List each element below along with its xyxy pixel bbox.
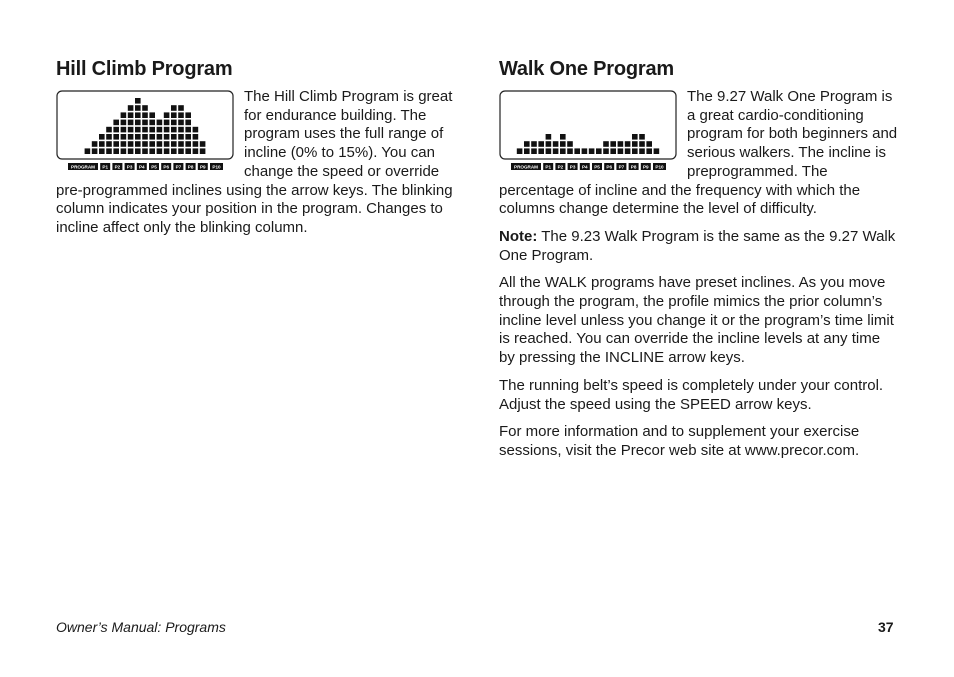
hill-led-col-6-row-4 (121, 127, 127, 133)
hill-led-col-3-row-2 (99, 141, 105, 147)
hill-led-col-16-row-1 (193, 148, 199, 154)
walk-label-p1: P1 (545, 164, 552, 170)
hill-label-p8: P8 (187, 164, 194, 170)
walk-led-col-6-row-2 (553, 141, 559, 147)
walk-led-col-3-row-2 (531, 141, 537, 147)
footer-section-title: Owner’s Manual: Programs (56, 619, 226, 635)
hill-led-col-12-row-3 (164, 134, 170, 140)
hill-led-col-5-row-2 (113, 141, 119, 147)
hill-led-col-16-row-4 (193, 127, 199, 133)
hill-led-col-14-row-6 (178, 112, 184, 118)
walk-led-col-1-row-1 (517, 148, 523, 154)
walk-led-col-17-row-2 (632, 141, 638, 147)
hill-led-col-12-row-5 (164, 120, 170, 126)
walk-led-col-6-row-1 (553, 148, 559, 154)
hill-led-col-13-row-6 (171, 112, 177, 118)
page-number: 37 (878, 619, 894, 635)
walk-led-col-10-row-1 (582, 148, 588, 154)
hill-led-col-8-row-3 (135, 134, 141, 140)
hill-led-col-9-row-1 (142, 148, 148, 154)
walk-led-col-14-row-1 (610, 148, 616, 154)
walk-led-col-16-row-2 (625, 141, 631, 147)
walk-led-col-19-row-1 (646, 148, 652, 154)
hill-led-col-7-row-7 (128, 105, 134, 111)
hill-climb-profile-display (56, 90, 234, 172)
hill-led-col-15-row-5 (185, 120, 191, 126)
walk-led-col-18-row-3 (639, 134, 645, 140)
walk-led-col-2-row-1 (524, 148, 530, 154)
hill-led-col-4-row-2 (106, 141, 112, 147)
walk-led-col-17-row-3 (632, 134, 638, 140)
walk-led-col-15-row-1 (618, 148, 624, 154)
hill-led-col-6-row-6 (121, 112, 127, 118)
hill-label-p4: P4 (138, 164, 145, 170)
hill-led-col-5-row-4 (113, 127, 119, 133)
hill-led-col-10-row-6 (149, 112, 155, 118)
walk-label-p7: P7 (618, 164, 625, 170)
hill-led-col-2-row-1 (92, 148, 98, 154)
hill-led-col-3-row-3 (99, 134, 105, 140)
hill-label-p6: P6 (163, 164, 170, 170)
walk-led-col-14-row-2 (610, 141, 616, 147)
walk-led-col-16-row-1 (625, 148, 631, 154)
walk-one-display-figure (499, 90, 677, 172)
hill-led-col-5-row-5 (113, 120, 119, 126)
hill-led-col-16-row-3 (193, 134, 199, 140)
hill-led-col-4-row-3 (106, 134, 112, 140)
hill-led-col-4-row-4 (106, 127, 112, 133)
hill-led-col-9-row-3 (142, 134, 148, 140)
hill-led-col-17-row-1 (200, 148, 206, 154)
hill-led-col-12-row-6 (164, 112, 170, 118)
walk-led-col-2-row-2 (524, 141, 530, 147)
walk-one-title: Walk One Program (499, 58, 674, 80)
hill-label-p3: P3 (126, 164, 133, 170)
hill-led-col-11-row-5 (157, 120, 163, 126)
walk-led-col-13-row-1 (603, 148, 609, 154)
hill-led-col-8-row-5 (135, 120, 141, 126)
walk-led-col-13-row-2 (603, 141, 609, 147)
walk-led-col-7-row-2 (560, 141, 566, 147)
hill-led-col-10-row-1 (149, 148, 155, 154)
hill-led-col-12-row-1 (164, 148, 170, 154)
hill-led-col-14-row-3 (178, 134, 184, 140)
walk-led-col-5-row-3 (546, 134, 552, 140)
hill-led-col-11-row-2 (157, 141, 163, 147)
hill-led-col-10-row-5 (149, 120, 155, 126)
walk-led-col-17-row-1 (632, 148, 638, 154)
hill-led-col-3-row-1 (99, 148, 105, 154)
hill-led-col-6-row-1 (121, 148, 127, 154)
walk-led-col-12-row-1 (596, 148, 602, 154)
hill-led-col-9-row-5 (142, 120, 148, 126)
hill-led-col-14-row-4 (178, 127, 184, 133)
walk-label-p8: P8 (630, 164, 637, 170)
hill-led-col-6-row-5 (121, 120, 127, 126)
hill-led-col-10-row-2 (149, 141, 155, 147)
hill-label-program: PROGRAM (71, 164, 95, 170)
hill-led-col-2-row-2 (92, 141, 98, 147)
hill-led-col-10-row-4 (149, 127, 155, 133)
hill-led-col-8-row-6 (135, 112, 141, 118)
hill-led-col-16-row-2 (193, 141, 199, 147)
hill-led-col-7-row-6 (128, 112, 134, 118)
note-label: Note: (499, 227, 538, 245)
hill-led-col-6-row-2 (121, 141, 127, 147)
hill-led-col-4-row-1 (106, 148, 112, 154)
hill-led-col-11-row-3 (157, 134, 163, 140)
hill-led-col-8-row-7 (135, 105, 141, 111)
walk-label-p10: P10 (655, 164, 664, 170)
walk-label-p5: P5 (594, 164, 600, 170)
walk-programs-paragraph: All the WALK programs have preset inclines. As you move through the program, the profile mimics the prior column’s incline level unless you change it or the program’s time limit is reached. You can override the incline levels at any time by pressing the INCLINE arrow keys. (499, 274, 894, 367)
walk-led-col-4-row-1 (538, 148, 544, 154)
hill-led-col-7-row-4 (128, 127, 134, 133)
hill-led-col-8-row-4 (135, 127, 141, 133)
hill-climb-title: Hill Climb Program (56, 58, 233, 80)
walk-led-col-15-row-2 (618, 141, 624, 147)
hill-led-col-12-row-4 (164, 127, 170, 133)
walk-led-col-19-row-2 (646, 141, 652, 147)
hill-led-col-15-row-4 (185, 127, 191, 133)
hill-led-col-13-row-2 (171, 141, 177, 147)
hill-led-col-7-row-1 (128, 148, 134, 154)
note-text: The 9.23 Walk Program is the same as the 9.27 Walk One Program. (499, 227, 896, 264)
hill-led-col-15-row-1 (185, 148, 191, 154)
walk-led-col-7-row-1 (560, 148, 566, 154)
hill-led-col-10-row-3 (149, 134, 155, 140)
walk-one-description: The 9.27 Walk One Program is a great cardio-conditioning program for both beginners and serious walkers. The incline is preprogrammed. The percentage of incline and the frequency with which the columns change determine the level of difficulty. (499, 88, 898, 218)
walk-led-col-8-row-2 (567, 141, 573, 147)
walk-label-p9: P9 (642, 164, 649, 170)
hill-led-col-14-row-2 (178, 141, 184, 147)
hill-led-col-14-row-5 (178, 120, 184, 126)
hill-led-col-11-row-4 (157, 127, 163, 133)
walk-label-p6: P6 (606, 164, 613, 170)
hill-led-col-13-row-1 (171, 148, 177, 154)
hill-led-col-9-row-6 (142, 112, 148, 118)
hill-led-col-13-row-5 (171, 120, 177, 126)
hill-climb-section (56, 56, 456, 238)
hill-led-col-14-row-1 (178, 148, 184, 154)
hill-led-col-15-row-6 (185, 112, 191, 118)
walk-led-col-8-row-1 (567, 148, 573, 154)
hill-led-col-15-row-3 (185, 134, 191, 140)
walk-led-col-18-row-2 (639, 141, 645, 147)
hill-led-col-8-row-1 (135, 148, 141, 154)
walk-label-p2: P2 (557, 164, 564, 170)
walk-label-p3: P3 (569, 164, 576, 170)
hill-label-p7: P7 (175, 164, 182, 170)
hill-led-col-17-row-2 (200, 141, 206, 147)
hill-label-p9: P9 (199, 164, 206, 170)
walk-label-program: PROGRAM (514, 164, 538, 170)
walk-one-profile-display (499, 90, 677, 172)
hill-led-col-7-row-5 (128, 120, 134, 126)
walk-led-col-4-row-2 (538, 141, 544, 147)
hill-led-col-7-row-3 (128, 134, 134, 140)
hill-label-p1: P1 (102, 164, 109, 170)
walk-led-col-20-row-1 (654, 148, 660, 154)
hill-label-p5: P5 (151, 164, 157, 170)
walk-label-p4: P4 (581, 164, 588, 170)
hill-led-col-11-row-1 (157, 148, 163, 154)
hill-climb-description: The Hill Climb Program is great for endurance building. The program uses the full range of incline (0% to 15%). You can change the speed or override pre-programmed inclines using the arrow keys. The blinking column indicates your position in the program. Changes to incline affect only the blinking column. (56, 88, 453, 236)
hill-led-col-13-row-7 (171, 105, 177, 111)
hill-led-col-9-row-2 (142, 141, 148, 147)
hill-label-p2: P2 (114, 164, 121, 170)
hill-led-col-13-row-3 (171, 134, 177, 140)
speed-paragraph: The running belt’s speed is completely under your control. Adjust the speed using the SPEED arrow keys. (499, 376, 884, 413)
walk-led-col-11-row-1 (589, 148, 595, 154)
walk-led-col-5-row-1 (546, 148, 552, 154)
walk-led-col-9-row-1 (574, 148, 580, 154)
hill-led-col-14-row-7 (178, 105, 184, 111)
hill-led-col-9-row-4 (142, 127, 148, 133)
walk-one-note (499, 228, 899, 265)
hill-led-col-9-row-7 (142, 105, 148, 111)
walk-led-col-3-row-1 (531, 148, 537, 154)
walk-led-col-7-row-3 (560, 134, 566, 140)
hill-led-col-1-row-1 (85, 148, 91, 154)
hill-led-col-13-row-4 (171, 127, 177, 133)
hill-led-col-15-row-2 (185, 141, 191, 147)
more-info-paragraph: For more information and to supplement your exercise sessions, visit the Precor web site at www.precor.com. (499, 423, 860, 459)
hill-led-col-5-row-1 (113, 148, 119, 154)
walk-led-col-18-row-1 (639, 148, 645, 154)
hill-label-p10: P10 (212, 164, 221, 170)
hill-led-col-8-row-8 (135, 98, 141, 104)
hill-led-col-8-row-2 (135, 141, 141, 147)
hill-led-col-12-row-2 (164, 141, 170, 147)
hill-led-col-7-row-2 (128, 141, 134, 147)
walk-one-section (499, 56, 899, 461)
hill-led-col-6-row-3 (121, 134, 127, 140)
hill-led-col-5-row-3 (113, 134, 119, 140)
walk-led-col-5-row-2 (546, 141, 552, 147)
hill-climb-display-figure (56, 90, 234, 172)
